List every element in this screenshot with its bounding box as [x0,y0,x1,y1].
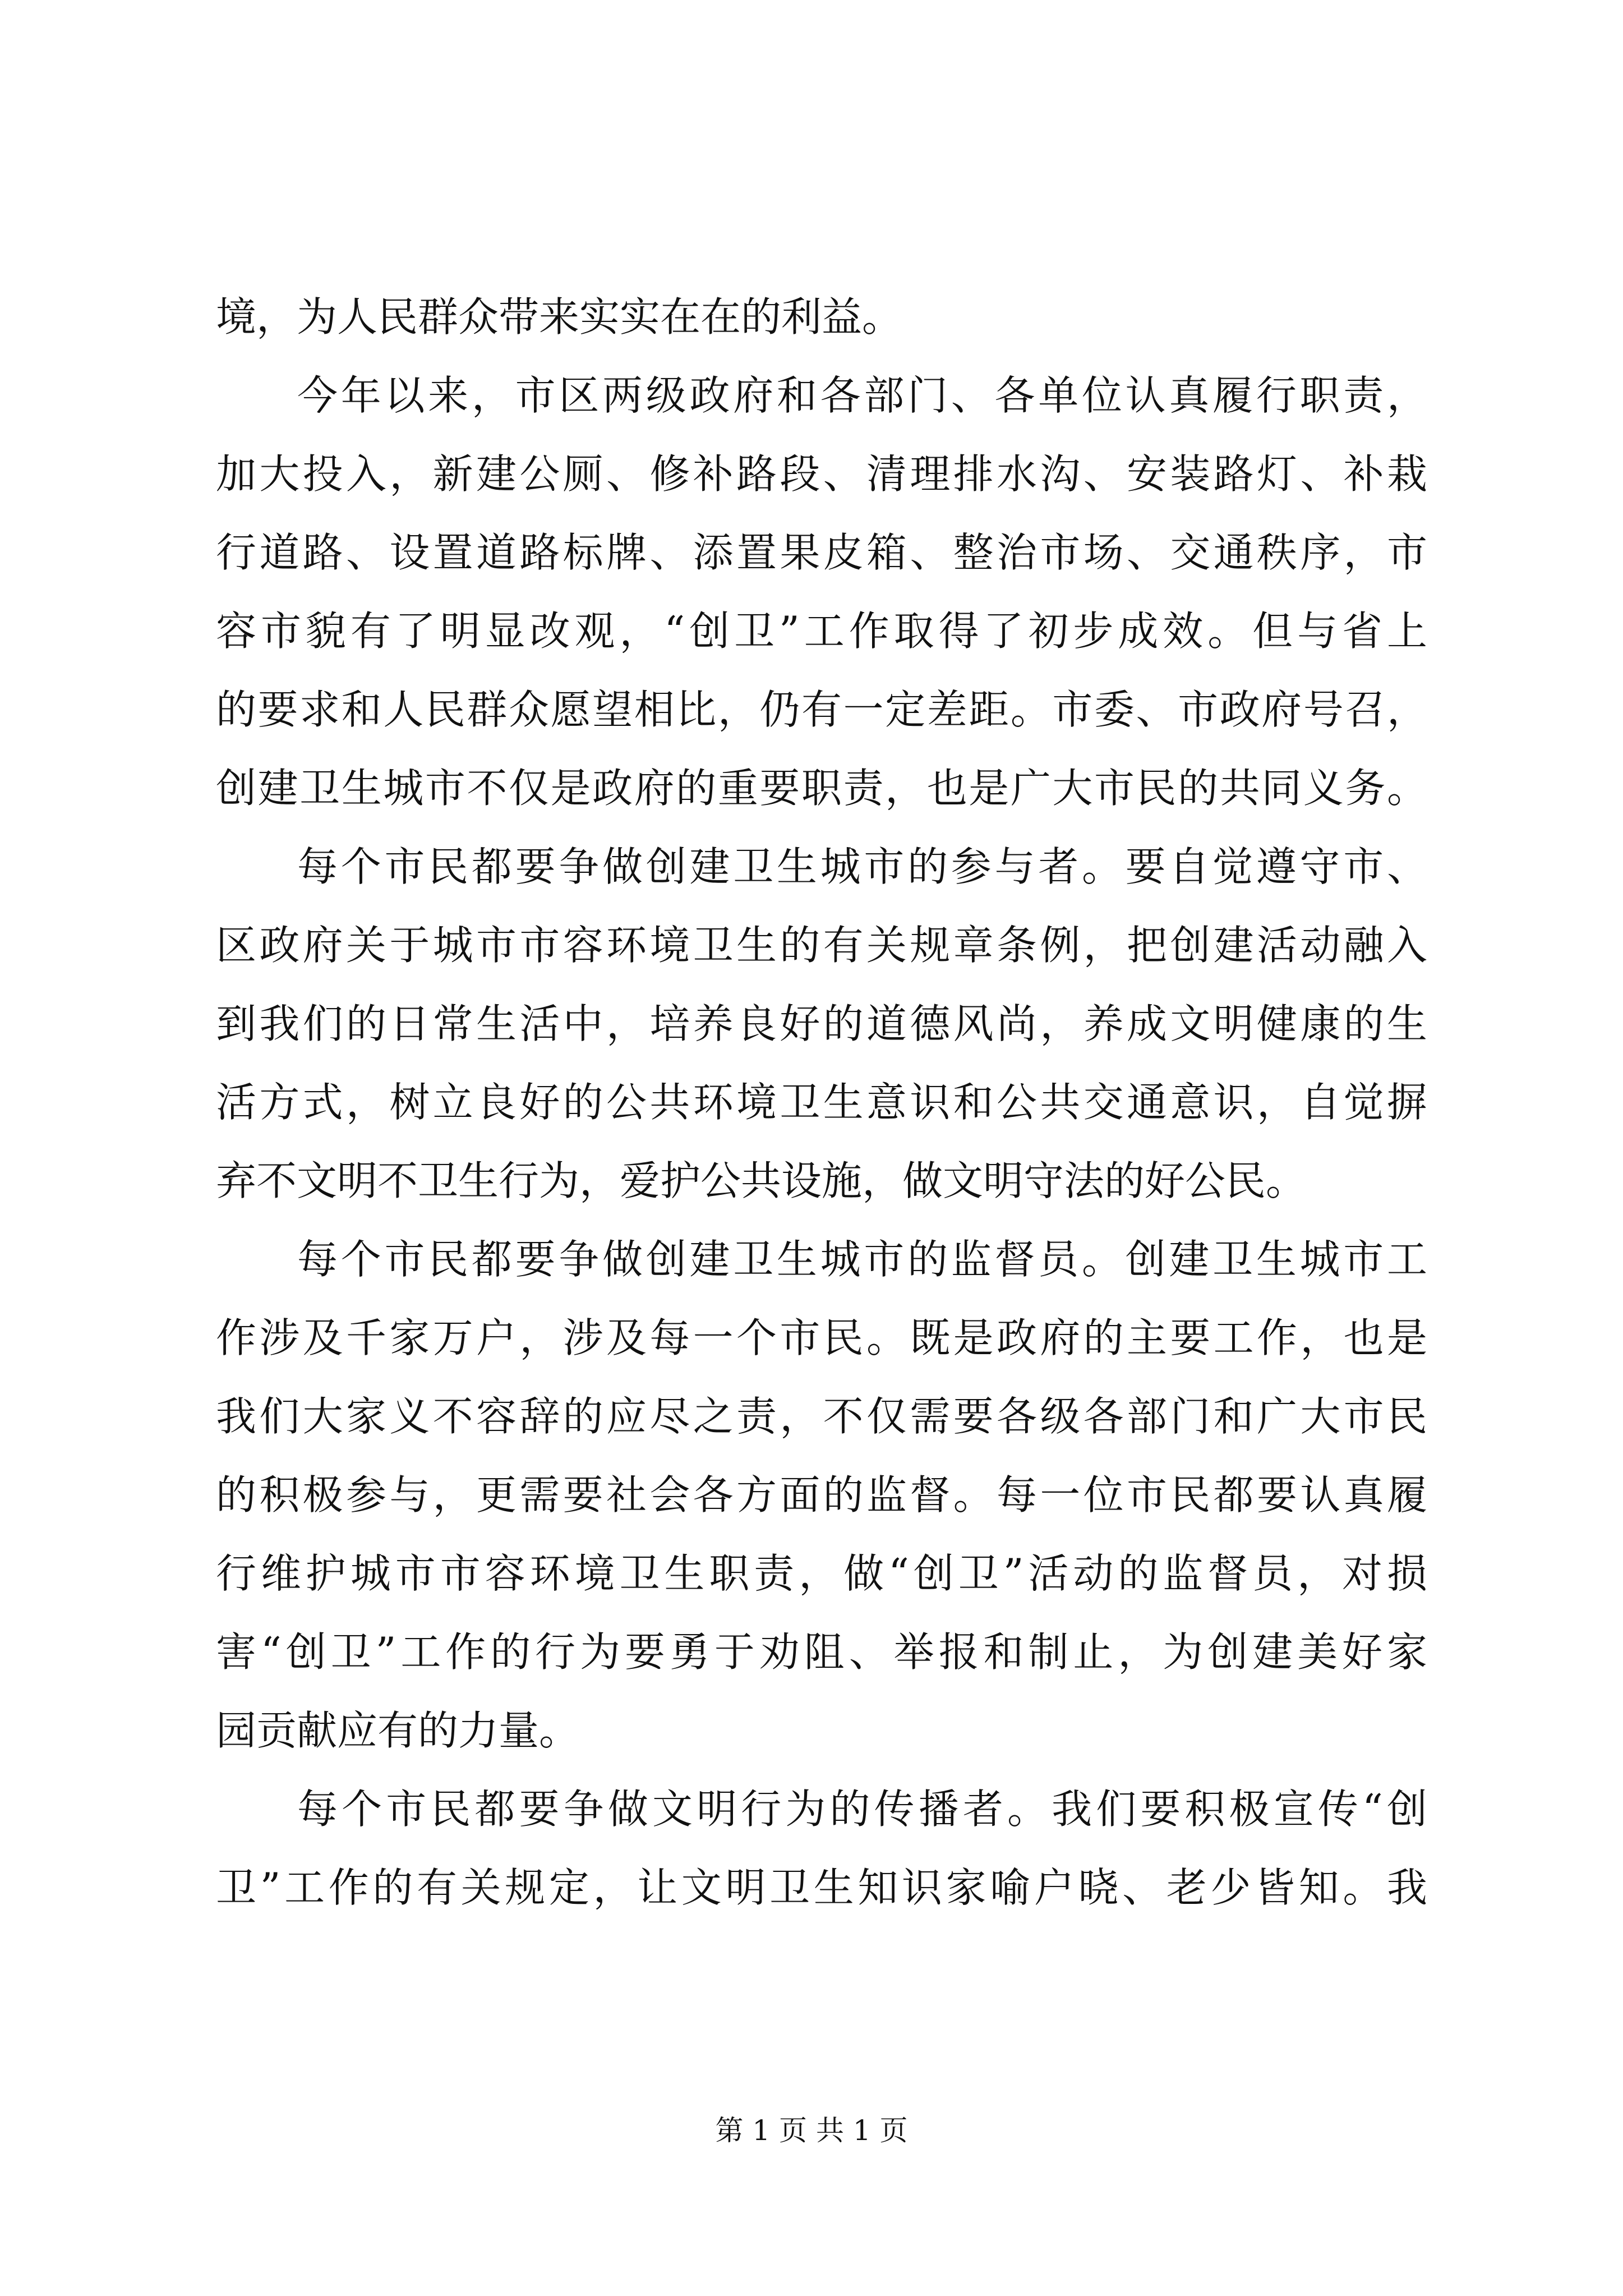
text-line: 每个市民都要争做文明行为的传播者。我们要积极宣传“创 [297,1786,1427,1833]
text-line: 的要求和人民群众愿望相比，仍有一定差距。市委、市政府号召， [216,686,1427,733]
text-line: 到我们的日常生活中，培养良好的道德风尚，养成文明健康的生 [216,1000,1427,1047]
text-line: 每个市民都要争做创建卫生城市的监督员。创建卫生城市工 [297,1236,1427,1283]
text-line: 加大投入，新建公厕、修补路段、清理排水沟、安装路灯、补栽 [216,450,1427,498]
page-footer: 第 1 页 共 1 页 [715,2114,908,2147]
text-line: 卫”工作的有关规定，让文明卫生知识家喻户晓、老少皆知。我 [216,1864,1427,1911]
text-line: 容市貌有了明显改观，“创卫”工作取得了初步成效。但与省上 [216,608,1427,655]
text-line: 每个市民都要争做创建卫生城市的参与者。要自觉遵守市、 [297,843,1427,890]
text-line: 行道路、设置道路标牌、添置果皮箱、整治市场、交通秩序，市 [216,529,1427,576]
text-line: 活方式，树立良好的公共环境卫生意识和公共交通意识，自觉摒 [216,1079,1427,1126]
text-line: 我们大家义不容辞的应尽之责，不仅需要各级各部门和广大市民 [216,1393,1427,1440]
text-line: 区政府关于城市市容环境卫生的有关规章条例，把创建活动融入 [216,922,1427,969]
text-line: 作涉及千家万户，涉及每一个市民。既是政府的主要工作，也是 [216,1314,1427,1361]
text-line: 的积极参与，更需要社会各方面的监督。每一位市民都要认真履 [216,1471,1427,1519]
text-line: 今年以来，市区两级政府和各部门、各单位认真履行职责， [297,372,1427,419]
text-line: 行维护城市市容环境卫生职责，做“创卫”活动的监督员，对损 [216,1550,1427,1597]
text-line: 害“创卫”工作的行为要勇于劝阻、举报和制止，为创建美好家 [216,1628,1427,1676]
text-line: 弃不文明不卫生行为，爱护公共设施，做文明守法的好公民。 [216,1157,1307,1204]
text-line: 园贡献应有的力量。 [216,1707,580,1754]
text-line: 境，为人民群众带来实实在在的利益。 [216,293,903,341]
text-line: 创建卫生城市不仅是政府的重要职责，也是广大市民的共同义务。 [216,765,1427,812]
